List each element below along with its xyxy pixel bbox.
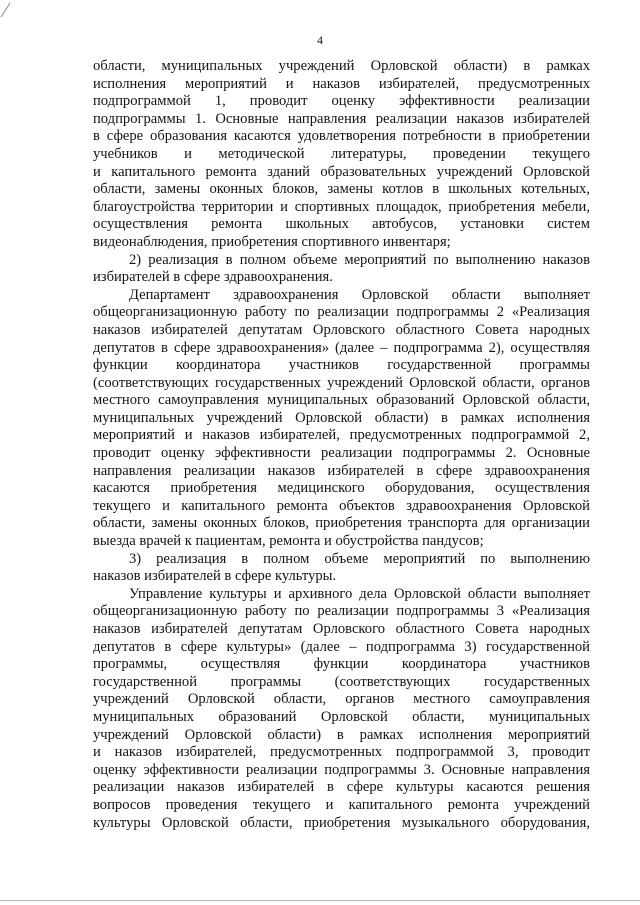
text-line: наказов избирателей депутатам Орловского областного Совета народных	[93, 621, 590, 637]
text-line: депутатов в сфере культуры» (далее – подпрограмма 3) государственной	[93, 638, 590, 655]
corner-scan-mark	[0, 0, 12, 18]
page-bottom-edge	[0, 900, 640, 901]
text-line: направления реализации наказов избирателей в сфере здравоохранения	[93, 462, 590, 479]
text-line: осуществления ремонта школьных автобусов, установки систем	[93, 216, 590, 233]
text-line: и капитального ремонта зданий образовательных учреждений Орловской	[93, 163, 590, 180]
text-line: и наказов избирателей, предусмотренных подпрограммой 3, проводит	[93, 744, 590, 761]
text-line: текущего и капитального ремонта объектов здравоохранения Орловской	[93, 497, 590, 514]
text-line: культуры Орловской области, приобретения музыкального оборудования,	[93, 814, 590, 831]
text-line: оценку эффективности реализации подпрограммы 3. Основные направления	[93, 761, 590, 778]
text-line: мероприятий и наказов избирателей, предусмотренных подпрограммой 2,	[93, 427, 590, 444]
text-line: 2) реализация в полном объеме мероприятий по выполнению наказов	[129, 251, 590, 268]
text-line: 3) реализация в полном объеме мероприятий по выполнению	[129, 550, 590, 567]
text-line: области, замены оконных блоков, приобретения транспорта для организации	[93, 515, 590, 532]
text-line: функции координатора участников государственной программы	[93, 357, 590, 374]
text-line: учебников и методической литературы, проведении текущего	[93, 145, 590, 162]
text-line: общеорганизационную работу по реализации подпрограммы 2 «Реализация	[93, 304, 590, 321]
text-line: местного самоуправления муниципальных образований Орловской области,	[93, 392, 590, 409]
text-line: области, муниципальных учреждений Орловской области) в рамках	[93, 58, 590, 74]
text-line: подпрограммы 1. Основные направления реализации наказов избирателей	[93, 110, 590, 127]
text-line: вопросов проведения текущего и капитального ремонта учреждений	[93, 796, 590, 813]
text-line: наказов избирателей депутатам Орловского областного Совета народных	[93, 321, 590, 338]
page-number: 4	[317, 33, 323, 47]
text-line: касаются приобретения медицинского оборудования, осуществления	[93, 480, 590, 497]
text-line: Управление культуры и архивного дела Орловской области выполняет	[129, 585, 590, 602]
text-line: общеорганизационную работу по реализации подпрограммы 3 «Реализация	[93, 603, 590, 620]
text-line: муниципальных учреждений Орловской области) в рамках исполнения	[93, 409, 590, 426]
text-line: Департамент здравоохранения Орловской области выполняет	[129, 286, 590, 303]
text-line: выезда врачей к пациентам, ремонта и обустройства пандусов;	[93, 533, 484, 550]
text-line: реализации наказов избирателей в сфере культуры касаются решения	[93, 779, 590, 796]
text-line: наказов избирателей в сфере культуры.	[93, 568, 337, 585]
text-line: подпрограммой 1, проводит оценку эффективности реализации	[93, 93, 590, 110]
text-line: области, замены оконных блоков, замены котлов в школьных котельных,	[93, 181, 590, 198]
document-body	[93, 58, 590, 832]
text-line: видеонаблюдения, приобретения спортивного инвентаря;	[93, 233, 451, 250]
text-line: программы, осуществляя функции координатора участников	[93, 656, 590, 673]
text-line: благоустройства территории и спортивных площадок, приобретения мебели,	[93, 198, 590, 215]
text-line: проводит оценку эффективности реализации подпрограммы 2. Основные	[93, 445, 590, 462]
text-line: учреждений Орловской области, органов местного самоуправления	[93, 691, 590, 708]
text-line: исполнения мероприятий и наказов избирателей, предусмотренных	[93, 75, 590, 92]
text-line: избирателей в сфере здравоохранения.	[93, 269, 333, 286]
text-line: учреждений Орловской области) в рамках исполнения мероприятий	[93, 726, 590, 743]
text-line: муниципальных образований Орловской области, муниципальных	[93, 708, 590, 725]
text-line: государственной программы (соответствующих государственных	[93, 673, 590, 690]
text-line: (соответствующих государственных учреждений Орловской области, органов	[93, 374, 590, 391]
text-line: депутатов в сфере здравоохранения» (далее – подпрограмма 2), осуществляя	[93, 339, 590, 356]
text-line: в сфере образования касаются удовлетворения потребности в приобретении	[93, 128, 590, 145]
